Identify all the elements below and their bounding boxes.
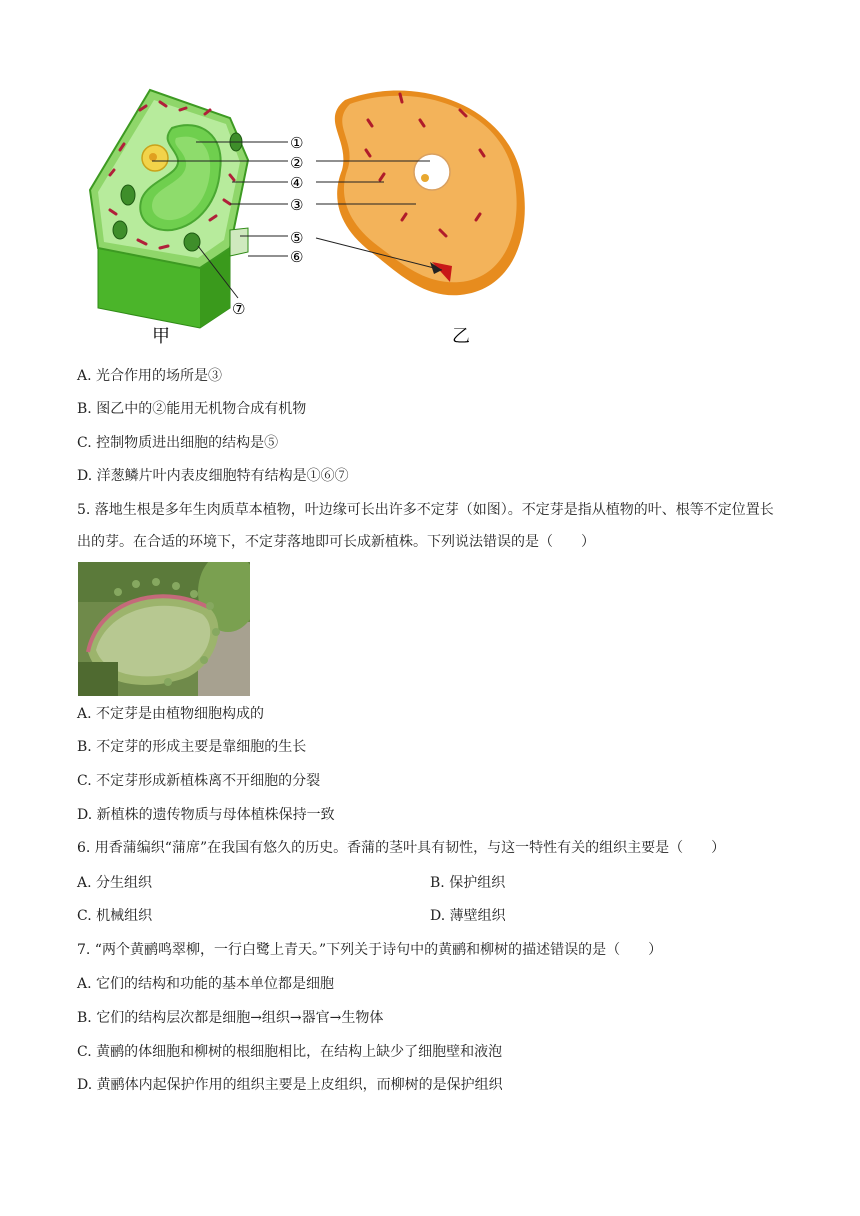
q4-option-c: C. 控制物质进出细胞的结构是⑤ xyxy=(77,435,279,451)
label-4: ④ xyxy=(290,174,304,192)
label-5: ⑤ xyxy=(290,229,304,247)
q7-option-a: A. 它们的结构和功能的基本单位都是细胞 xyxy=(77,976,335,992)
q5-option-d: D. 新植株的遗传物质与母体植株保持一致 xyxy=(77,807,335,823)
q5-option-a: A. 不定芽是由植物细胞构成的 xyxy=(77,706,265,722)
q4-option-a: A. 光合作用的场所是③ xyxy=(77,368,223,384)
q5-stem: 5. 落地生根是多年生肉质草本植物，叶边缘可长出许多不定芽（如图）。不定芽是指从植物的叶、根等不定位置长出的芽。在合适的环境下，不定芽落地即可长成新植株。下列说法错误的是（ ） xyxy=(77,502,774,550)
plant-cell-diagram xyxy=(90,90,248,328)
q6-stem: 6. 用香蒲编织“蒲席”在我国有悠久的历史。香蒲的茎叶具有韧性，与这一特性有关的组织主要是（ ） xyxy=(77,840,726,856)
caption-left: 甲 xyxy=(152,326,170,347)
q6-option-c: C. 机械组织 xyxy=(77,908,153,924)
q6-option-b: B. 保护组织 xyxy=(430,875,506,891)
q4-option-d: D. 洋葱鳞片叶内表皮细胞特有结构是①⑥⑦ xyxy=(77,468,349,484)
q4-option-b: B. 图乙中的②能用无机物合成有机物 xyxy=(77,401,307,417)
caption-right: 乙 xyxy=(452,326,470,347)
q7-stem: 7. “两个黄鹂鸣翠柳，一行白鹭上青天。”下列关于诗句中的黄鹂和柳树的描述错误的是（ ） xyxy=(77,942,663,958)
kalanchoe-leaf-photo xyxy=(78,562,250,696)
q6-option-a: A. 分生组织 xyxy=(77,875,153,891)
q5-option-b: B. 不定芽的形成主要是靠细胞的生长 xyxy=(77,739,307,755)
label-7: ⑦ xyxy=(232,300,246,318)
q7-option-d: D. 黄鹂体内起保护作用的组织主要是上皮组织，而柳树的是保护组织 xyxy=(77,1077,503,1093)
animal-cell-diagram xyxy=(335,91,525,296)
q5-option-c: C. 不定芽形成新植株离不开细胞的分裂 xyxy=(77,773,321,789)
label-6: ⑥ xyxy=(290,248,304,266)
q7-option-b: B. 它们的结构层次都是细胞→组织→器官→生物体 xyxy=(77,1010,384,1026)
q7-option-c: C. 黄鹂的体细胞和柳树的根细胞相比，在结构上缺少了细胞壁和液泡 xyxy=(77,1044,503,1060)
cell-diagram-figure xyxy=(80,80,540,350)
label-3: ③ xyxy=(290,196,304,214)
label-1: ① xyxy=(290,134,304,152)
q6-option-d: D. 薄壁组织 xyxy=(430,908,506,924)
label-2: ② xyxy=(290,154,304,172)
